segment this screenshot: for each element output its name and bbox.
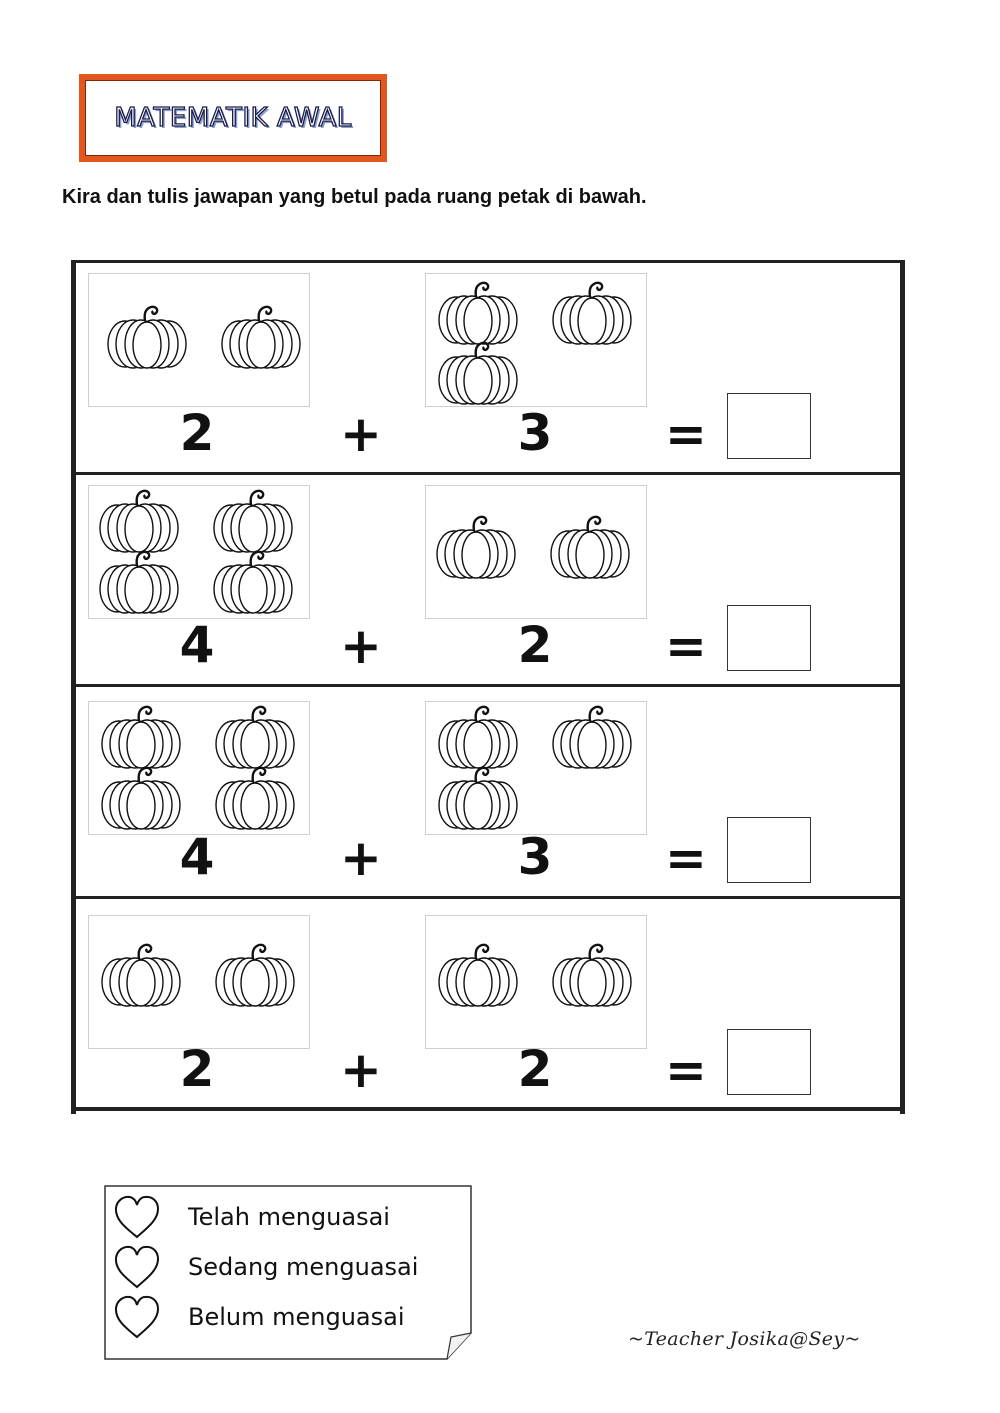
equals-sign: =: [665, 829, 707, 887]
pumpkin-icon: [213, 942, 297, 1008]
pumpkin-icon: [97, 488, 181, 554]
pumpkin-icon: [550, 704, 634, 770]
addend-b-number: 2: [517, 1040, 553, 1098]
pumpkin-icon: [213, 765, 297, 831]
answer-box[interactable]: [727, 393, 811, 459]
addend-a-number: 2: [179, 1040, 215, 1098]
legend-item-progressing: [112, 1243, 418, 1291]
pumpkin-icon: [436, 942, 520, 1008]
problem-row: [71, 260, 905, 472]
pumpkin-icon: [99, 942, 183, 1008]
answer-box[interactable]: [727, 1029, 811, 1095]
equals-sign: =: [665, 1041, 707, 1099]
pumpkin-icon: [213, 704, 297, 770]
legend-item-not-mastered: [112, 1293, 405, 1341]
pumpkin-icon: [436, 340, 520, 406]
addend-b-number: 2: [517, 616, 553, 674]
addend-a-number: 4: [179, 616, 215, 674]
pumpkin-icon: [97, 549, 181, 615]
addend-a-picture: [88, 915, 310, 1049]
addend-a-number: 4: [179, 828, 215, 886]
pumpkin-icon: [211, 549, 295, 615]
pumpkin-icon: [436, 280, 520, 346]
answer-box[interactable]: [727, 605, 811, 671]
pumpkin-icon: [211, 488, 295, 554]
plus-sign: +: [340, 1041, 382, 1099]
addend-a-picture: [88, 485, 310, 619]
plus-sign: +: [340, 405, 382, 463]
plus-sign: +: [340, 829, 382, 887]
addend-a-picture: [88, 273, 310, 407]
pumpkin-icon: [105, 304, 189, 370]
title-banner: [79, 74, 387, 162]
equals-sign: =: [665, 617, 707, 675]
addend-b-picture: [425, 485, 647, 619]
pumpkin-icon: [99, 765, 183, 831]
teacher-signature: ~Teacher Josika@Sey~: [628, 1328, 861, 1350]
addend-b-picture: [425, 273, 647, 407]
legend-label: Sedang menguasai: [188, 1253, 419, 1281]
problem-row: [71, 472, 905, 684]
heart-icon[interactable]: [112, 1293, 162, 1341]
pumpkin-icon: [548, 514, 632, 580]
pumpkin-icon: [434, 514, 518, 580]
pumpkin-icon: [550, 280, 634, 346]
heart-icon[interactable]: [112, 1243, 162, 1291]
plus-sign: +: [340, 617, 382, 675]
addend-a-number: 2: [179, 404, 215, 462]
pumpkin-icon: [436, 704, 520, 770]
problem-row: [71, 684, 905, 896]
instruction-text: Kira dan tulis jawapan yang betul pada ruang petak di bawah.: [62, 186, 647, 208]
equals-sign: =: [665, 405, 707, 463]
page-title: MATEMATIK AWAL: [114, 103, 352, 133]
pumpkin-icon: [219, 304, 303, 370]
problem-row: [71, 896, 905, 1111]
addend-a-picture: [88, 701, 310, 835]
legend-label: Telah menguasai: [188, 1203, 390, 1231]
heart-icon[interactable]: [112, 1193, 162, 1241]
addend-b-number: 3: [517, 828, 553, 886]
pumpkin-icon: [550, 942, 634, 1008]
addend-b-picture: [425, 701, 647, 835]
legend-label: Belum menguasai: [188, 1303, 405, 1331]
answer-box[interactable]: [727, 817, 811, 883]
title-banner-inner: [85, 80, 381, 156]
addend-b-number: 3: [517, 404, 553, 462]
pumpkin-icon: [99, 704, 183, 770]
mastery-legend: [104, 1185, 472, 1360]
pumpkin-icon: [436, 765, 520, 831]
legend-item-mastered: [112, 1193, 390, 1241]
addend-b-picture: [425, 915, 647, 1049]
worksheet-grid: [71, 260, 905, 1114]
